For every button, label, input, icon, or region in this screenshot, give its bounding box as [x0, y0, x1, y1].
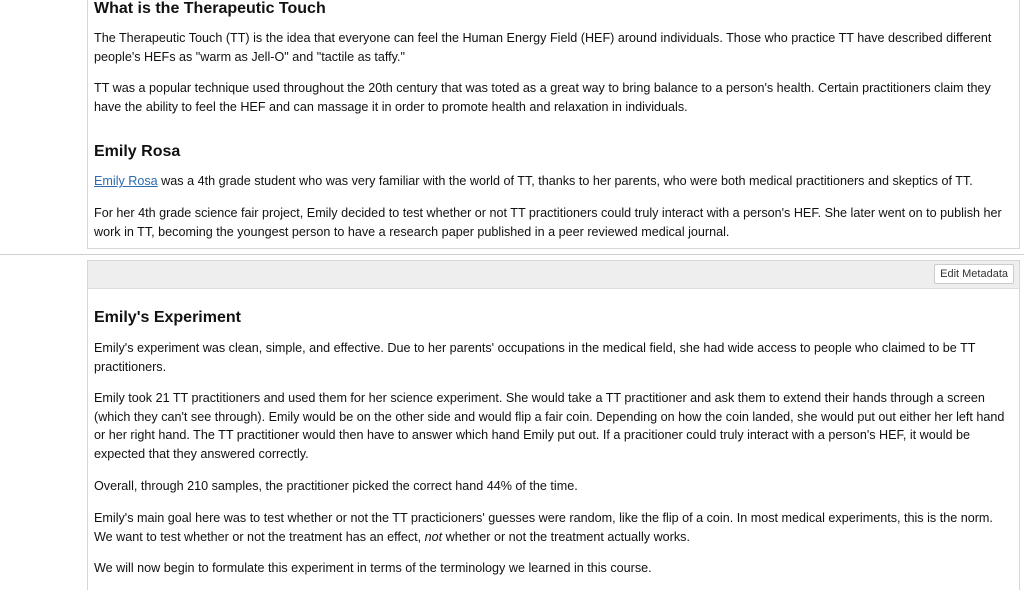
paragraph-next-steps: We will now begin to formulate this experiment in terms of the terminology we learned in this course. — [94, 561, 652, 575]
paragraph-experiment-intro: Emily's experiment was clean, simple, and effective. Due to her parents' occupations in the medical field, she had wide access to people who claimed to be TT practitioners. — [94, 341, 976, 374]
paragraph-tt-definition: The Therapeutic Touch (TT) is the idea that everyone can feel the Human Energy Field (HEF) around individuals. Those who practice TT have described different people's HEFs as "warm as Jell-O" and "tactile as taffy." — [94, 31, 992, 64]
emily-intro-text: was a 4th grade student who was very familiar with the world of TT, thanks to her parents, who were both medical practitioners and skeptics of TT. — [157, 174, 973, 188]
paragraph-tt-history: TT was a popular technique used throughout the 20th century that was toted as a great way to bring balance to a person's health. Certain practitioners claim they have the ability to feel the HEF and can massage it in order to promote health and relaxation in individuals. — [94, 81, 991, 114]
paragraph-experiment-method: Emily took 21 TT practitioners and used them for her science experiment. She would take a TT practitioner and ask them to extend their hands through a screen (which they can't see through). Emily would be on the other side and would flip a fair coin. Depending on how the coin landed, she would put out either her left hand or her right hand. The TT practitioner would then have to answer which hand Emily put out. If a pracitioner could truly interact with a person's HEF, it would be expected that they answered correctly. — [94, 391, 1005, 461]
edit-metadata-button[interactable]: Edit Metadata — [934, 264, 1014, 284]
goal-text-emphasis: not — [424, 529, 443, 544]
paragraph-experiment-result: Overall, through 210 samples, the practitioner picked the correct hand 44% of the time. — [94, 479, 578, 493]
paragraph-emily-project: For her 4th grade science fair project, Emily decided to test whether or not TT practitioners could truly interact with a person's HEF. She later went on to publish her work in TT, becoming the youngest person to have a research paper published in a peer reviewed medical journal. — [94, 206, 1002, 239]
paragraph-experiment-goal — [94, 509, 1013, 546]
heading-emilys-experiment: Emily's Experiment — [94, 309, 241, 326]
paragraph-emily-intro — [94, 172, 1015, 191]
cell-separator — [0, 254, 1024, 255]
heading-emily-rosa: Emily Rosa — [94, 143, 181, 160]
notebook-cell-top[interactable] — [87, 0, 1020, 249]
heading-therapeutic-touch: What is the Therapeutic Touch — [94, 0, 326, 17]
notebook-cell-bottom[interactable] — [87, 260, 1020, 590]
emily-rosa-link[interactable]: Emily Rosa — [94, 174, 158, 188]
goal-text-after: whether or not the treatment actually works. — [442, 529, 690, 544]
goal-text-before: Emily's main goal here was to test whether or not the TT practicioners' guesses were random, like the flip of a coin. In most medical experiments, this is the norm. We want to test whether or not the treatment has an effect, — [94, 511, 993, 544]
cell-toolbar — [88, 261, 1019, 289]
